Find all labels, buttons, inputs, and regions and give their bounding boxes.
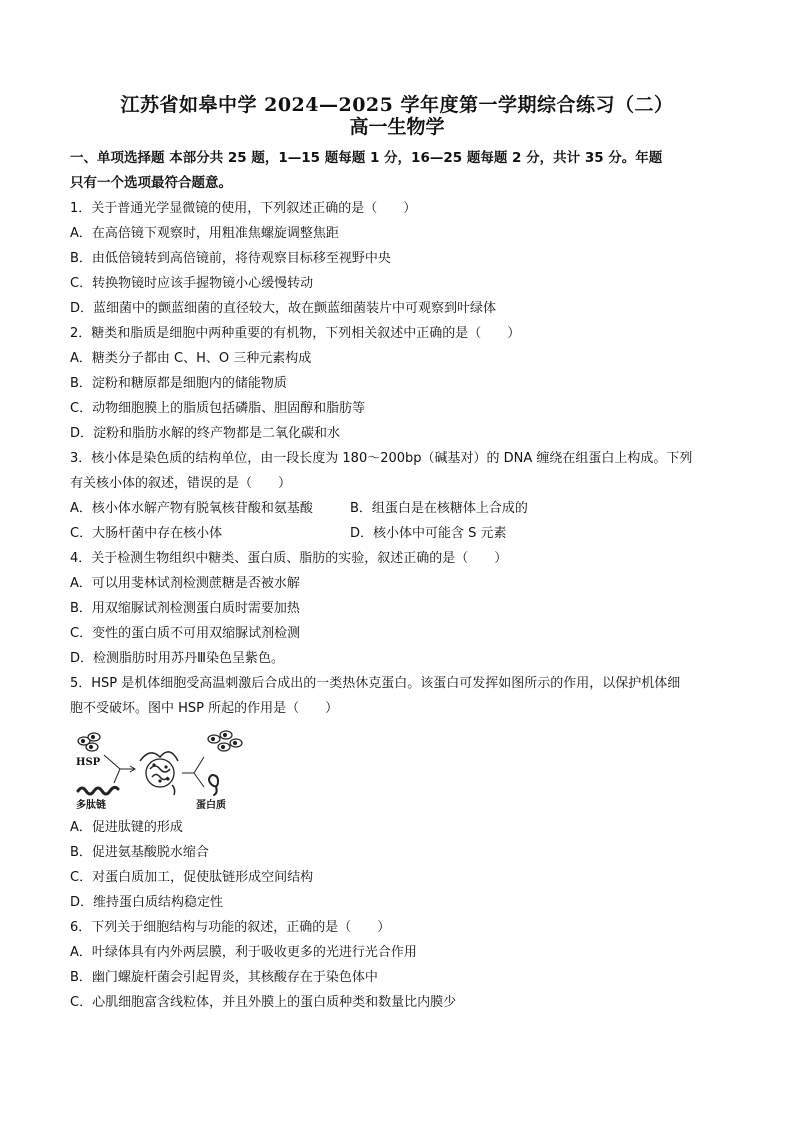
hsp-complex-icon	[140, 752, 178, 795]
q3-stem-line-2: 有关核小体的叙述，错误的是（ ）	[70, 476, 292, 491]
polypeptide-chain-icon	[78, 787, 118, 794]
q1-option-d: D．蓝细菌中的颤蓝细菌的直径较大，故在颤蓝细菌装片中可观察到叶绿体	[70, 301, 497, 316]
q4-option-b: B．用双缩脲试剂检测蛋白质时需要加热	[70, 601, 300, 616]
merge-arrow-icon	[104, 755, 134, 783]
exam-content	[70, 146, 730, 1015]
exam-subject: 高一生物学	[349, 116, 445, 138]
q3-options-row-1	[70, 496, 730, 521]
q3-option-b: B．组蛋白是在核糖体上合成的	[350, 501, 528, 516]
folded-protein-icon	[209, 775, 218, 795]
q2-option-c: C．动物细胞膜上的脂质包括磷脂、胆固醇和脂肪等	[70, 401, 366, 416]
q4-option-d: D．检测脂肪时用苏丹Ⅲ染色呈紫色。	[70, 651, 284, 666]
q4-stem: 4．关于检测生物组织中糖类、蛋白质、脂肪的实验，叙述正确的是（ ）	[70, 551, 508, 566]
q6-stem: 6．下列关于细胞结构与功能的叙述，正确的是（ ）	[70, 920, 391, 935]
section-header-line-1: 一、单项选择题 本部分共 25 题，1—15 题每题 1 分，16—25 题每题 2 分，共计 35 分。年题	[70, 150, 663, 166]
q5-option-a: A．促进肽键的形成	[70, 820, 183, 835]
q1-option-b: B．由低倍镜转到高倍镜前，将待观察目标移至视野中央	[70, 251, 391, 266]
figure-label-hsp: HSP	[76, 757, 101, 768]
q3-option-d: D．核小体中可能含 S 元素	[350, 526, 507, 541]
figure-label-polypeptide: 多肽链	[76, 800, 106, 811]
q3-options-row-2	[70, 521, 730, 546]
q1-stem: 1．关于普通光学显微镜的使用，下列叙述正确的是（ ）	[70, 201, 417, 216]
q1-option-a: A．在高倍镜下观察时，用粗准焦螺旋调整焦距	[70, 226, 339, 241]
q5-option-b: B．促进氨基酸脱水缩合	[70, 845, 209, 860]
q5-option-c: C．对蛋白质加工，促使肽链形成空间结构	[70, 870, 314, 885]
q5-stem-line-2: 胞不受破坏。图中 HSP 所起的作用是（ ）	[70, 701, 339, 716]
q3-stem-line-1: 3．核小体是染色质的结构单位，由一段长度为 180～200bp（碱基对）的 DNA 缠绕在组蛋白上构成。下列	[70, 451, 693, 466]
q1-option-c: C．转换物镜时应该手握物镜小心缓慢转动	[70, 276, 314, 291]
hsp-molecule-icon	[78, 733, 100, 751]
q4-option-c: C．变性的蛋白质不可用双缩脲试剂检测	[70, 626, 301, 641]
q3-option-a: A．核小体水解产物有脱氧核苷酸和氨基酸	[70, 501, 313, 516]
q5-stem-line-1: 5．HSP 是机体细胞受高温刺激后合成出的一类热休克蛋白。该蛋白可发挥如图所示的作用，以保护机体细	[70, 676, 681, 691]
q3-option-c: C．大肠杆菌中存在核小体	[70, 526, 223, 541]
q6-option-c: C．心肌细胞富含线粒体，并且外膜上的蛋白质种类和数量比内膜少	[70, 995, 457, 1010]
q4-option-a: A．可以用斐林试剂检测蔗糖是否被水解	[70, 576, 300, 591]
section-header-line-2: 只有一个选项最符合题意。	[70, 175, 232, 191]
q2-stem: 2．糖类和脂质是细胞中两种重要的有机物，下列相关叙述中正确的是（ ）	[70, 326, 521, 341]
q6-option-a: A．叶绿体具有内外两层膜，利于吸收更多的光进行光合作用	[70, 945, 417, 960]
released-hsp-icon	[208, 731, 242, 751]
exam-title: 江苏省如皋中学 2024—2025 学年度第一学期综合练习（二）	[120, 94, 674, 116]
q2-option-a: A．糖类分子都由 C、H、O 三种元素构成	[70, 351, 312, 366]
q6-option-b: B．幽门螺旋杆菌会引起胃炎，其核酸存在于染色体中	[70, 970, 378, 985]
q5-option-d: D．维持蛋白质结构稳定性	[70, 895, 224, 910]
split-arrow-icon	[182, 757, 204, 787]
q2-option-b: B．淀粉和糖原都是细胞内的储能物质	[70, 376, 287, 391]
q2-option-d: D．淀粉和脂肪水解的终产物都是二氧化碳和水	[70, 426, 341, 441]
hsp-figure	[70, 729, 730, 813]
figure-label-protein: 蛋白质	[196, 800, 226, 811]
